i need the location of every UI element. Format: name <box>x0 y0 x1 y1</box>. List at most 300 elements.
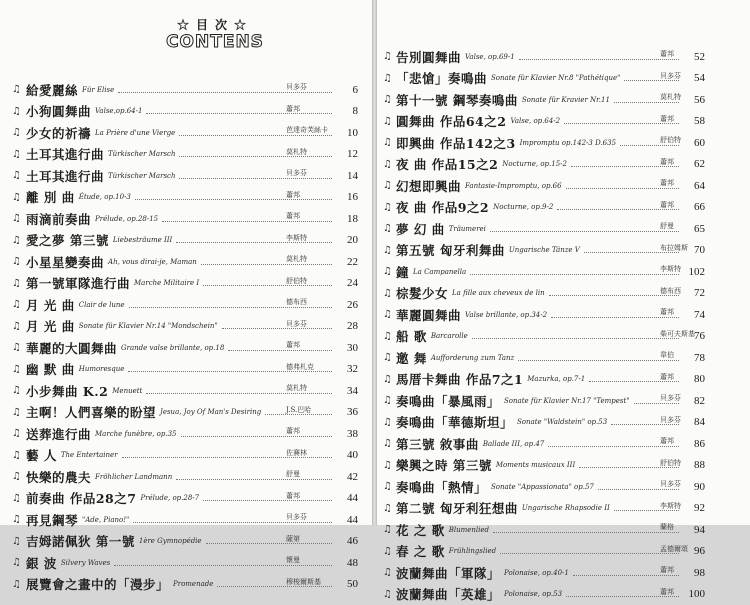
entry-page-number: 34 <box>336 385 358 397</box>
entry-title: 第五號 匈牙利舞曲 <box>396 241 505 259</box>
entry-composer: 貝多芬 <box>286 168 307 178</box>
entry-title: 船 歌 <box>396 327 427 345</box>
entry-page-number: 16 <box>336 191 358 203</box>
entry-title: 奏鳴曲「華德斯坦」 <box>396 413 513 431</box>
entry-subtitle: La Prière d'une Vierge <box>95 129 175 137</box>
music-note-icon: ♫ <box>12 579 26 590</box>
music-note-icon: ♫ <box>383 73 396 84</box>
toc-entry[interactable] <box>0 79 372 101</box>
entry-page-number: 74 <box>683 309 705 321</box>
entry-composer: 蕭邦 <box>286 426 300 436</box>
music-note-icon: ♫ <box>383 524 396 535</box>
entry-page-number: 38 <box>336 428 358 440</box>
entry-page-number: 18 <box>336 213 358 225</box>
toc-entry[interactable] <box>377 46 750 68</box>
entry-subtitle: Ungarische Rhapsodie II <box>522 504 610 512</box>
music-note-icon: ♫ <box>383 503 396 514</box>
toc-entry[interactable] <box>377 390 750 412</box>
toc-entry[interactable] <box>377 562 750 584</box>
entry-title: 快樂的農夫 <box>26 468 91 486</box>
entry-subtitle: Nocturne, op.15-2 <box>502 160 567 168</box>
entry-subtitle: Barcarolle <box>431 332 468 340</box>
music-note-icon: ♫ <box>12 192 26 203</box>
entry-composer: 舒伯特 <box>286 276 307 286</box>
toc-entry[interactable] <box>0 337 372 359</box>
entry-subtitle: Türkischer Marsch <box>108 172 175 180</box>
entry-page-number: 65 <box>683 223 705 235</box>
entry-page-number: 10 <box>336 127 358 139</box>
entry-title: 春 之 歌 <box>396 542 445 560</box>
entry-title: 夜 曲 作品15之2 <box>396 155 498 173</box>
entry-page-number: 78 <box>683 352 705 364</box>
dot-leader <box>181 435 333 437</box>
music-note-icon: ♫ <box>383 245 396 256</box>
entry-title: 馬厝卡舞曲 作品7之1 <box>396 370 523 388</box>
entry-subtitle: The Entertainer <box>61 451 118 459</box>
entry-subtitle: Liebesträume III <box>113 236 172 244</box>
entry-subtitle: Valse,op.64-1 <box>95 107 142 115</box>
entry-subtitle: Marche Militaire I <box>134 279 199 287</box>
toc-entry[interactable] <box>377 412 750 434</box>
music-note-icon: ♫ <box>383 223 396 234</box>
entry-subtitle: Mazurka, op.7-1 <box>527 375 585 383</box>
toc-entry[interactable] <box>0 574 372 596</box>
music-note-icon: ♫ <box>12 127 26 138</box>
toc-entry[interactable] <box>377 347 750 369</box>
music-note-icon: ♫ <box>383 180 396 191</box>
entry-composer: 舒伯特 <box>660 458 681 468</box>
toc-entry[interactable] <box>377 326 750 348</box>
entry-title: 離 別 曲 <box>26 188 75 206</box>
dot-leader <box>470 273 679 275</box>
entry-composer: 薩第 <box>286 534 300 544</box>
entry-page-number: 26 <box>336 299 358 311</box>
music-note-icon: ♫ <box>383 309 396 320</box>
entry-composer: 德布西 <box>660 286 681 296</box>
entry-title: 華麗圓舞曲 <box>396 306 461 324</box>
entry-page-number: 86 <box>683 438 705 450</box>
toc-entry[interactable] <box>377 111 750 133</box>
entry-title: 少女的祈禱 <box>26 124 91 142</box>
entry-composer: 懷曼 <box>286 555 300 565</box>
entry-composer: 莫札特 <box>286 147 307 157</box>
music-note-icon: ♫ <box>383 395 396 406</box>
entry-composer: 德弗札克 <box>286 362 314 372</box>
entry-subtitle: La Campanella <box>413 268 466 276</box>
dot-leader <box>493 531 679 533</box>
entry-page-number: 28 <box>336 320 358 332</box>
toc-entry[interactable] <box>377 283 750 305</box>
entry-title: 鐘 <box>396 263 409 281</box>
music-note-icon: ♫ <box>12 170 26 181</box>
music-note-icon: ♫ <box>383 546 396 557</box>
entry-page-number: 8 <box>336 105 358 117</box>
entry-composer: 蕭邦 <box>660 587 674 597</box>
entry-page-number: 24 <box>336 277 358 289</box>
entry-page-number: 82 <box>683 395 705 407</box>
entry-page-number: 90 <box>683 481 705 493</box>
entry-composer: 貝多芬 <box>286 512 307 522</box>
entry-composer: 莫札特 <box>286 254 307 264</box>
left-entry-list <box>0 79 372 595</box>
entry-subtitle: Nocturne, op.9-2 <box>493 203 553 211</box>
music-note-icon: ♫ <box>12 493 26 504</box>
entry-title: 告別圓舞曲 <box>396 48 461 66</box>
entry-title: 土耳其進行曲 <box>26 145 104 163</box>
entry-page-number: 98 <box>683 567 705 579</box>
toc-entry[interactable] <box>0 402 372 424</box>
entry-page-number: 64 <box>683 180 705 192</box>
music-note-icon: ♫ <box>383 288 396 299</box>
music-note-icon: ♫ <box>12 235 26 246</box>
entry-composer: 蕭邦 <box>660 565 674 575</box>
entry-composer: 貝多芬 <box>660 71 681 81</box>
entry-title: 第三號 敘事曲 <box>396 435 479 453</box>
entry-page-number: 88 <box>683 459 705 471</box>
toc-header <box>155 18 275 52</box>
entry-composer: 蘭格 <box>660 522 674 532</box>
entry-page-number: 48 <box>336 557 358 569</box>
dot-leader <box>203 284 332 286</box>
entry-page-number: 50 <box>336 578 358 590</box>
entry-page-number: 72 <box>683 287 705 299</box>
entry-composer: 李斯特 <box>660 264 681 274</box>
music-note-icon: ♫ <box>383 417 396 428</box>
left-page <box>0 0 372 525</box>
entry-subtitle: Valse brillante, op.34-2 <box>465 311 547 319</box>
entry-title: 圓舞曲 作品64之2 <box>396 112 506 130</box>
dot-leader <box>519 58 679 60</box>
entry-subtitle: Sonate "Appassionata" op.57 <box>491 483 594 491</box>
dot-leader <box>201 263 332 265</box>
entry-title: 銀 波 <box>26 554 57 572</box>
entry-title: 樂興之時 第三號 <box>396 456 492 474</box>
entry-composer: 芭達奇芙絲卡 <box>286 125 328 135</box>
toc-entry[interactable] <box>377 218 750 240</box>
entry-page-number: 44 <box>336 514 358 526</box>
entry-composer: 德布西 <box>286 297 307 307</box>
entry-subtitle: Humoresque <box>79 365 125 373</box>
entry-subtitle: 1ère Gymnopédie <box>139 537 202 545</box>
dot-leader <box>176 241 332 243</box>
music-note-icon: ♫ <box>12 471 26 482</box>
toc-entry[interactable] <box>377 304 750 326</box>
entry-composer: 韋伯 <box>660 350 674 360</box>
entry-page-number: 52 <box>683 51 705 63</box>
entry-title: 給愛麗絲 <box>26 81 78 99</box>
dot-leader <box>228 349 332 351</box>
entry-title: 愛之夢 第三號 <box>26 231 109 249</box>
star-icon: ☆ <box>234 18 253 32</box>
music-note-icon: ♫ <box>12 364 26 375</box>
entry-subtitle: Blumenlied <box>449 526 489 534</box>
entry-subtitle: Sonate für Kravier Nr.11 <box>522 96 610 104</box>
entry-subtitle: Menuett <box>112 387 142 395</box>
dot-leader <box>146 112 332 114</box>
star-icon: ☆ <box>177 18 196 32</box>
entry-title: 花 之 歌 <box>396 521 445 539</box>
toc-entry[interactable] <box>0 445 372 467</box>
music-note-icon: ♫ <box>383 51 396 62</box>
entry-title: 吉姆諾佩狄 第一號 <box>26 532 135 550</box>
music-note-icon: ♫ <box>12 213 26 224</box>
music-note-icon: ♫ <box>12 536 26 547</box>
music-note-icon: ♫ <box>383 589 396 600</box>
entry-page-number: 84 <box>683 416 705 428</box>
toc-entry[interactable] <box>0 273 372 295</box>
entry-composer: 蕭邦 <box>286 340 300 350</box>
toc-entry[interactable] <box>0 316 372 338</box>
entry-subtitle: Moments musicaux III <box>496 461 575 469</box>
toc-title-english: CONTENS <box>155 32 275 52</box>
music-note-icon: ♫ <box>12 385 26 396</box>
entry-composer: 貝多芬 <box>660 479 681 489</box>
entry-page-number: 66 <box>683 201 705 213</box>
entry-page-number: 60 <box>683 137 705 149</box>
music-note-icon: ♫ <box>12 321 26 332</box>
dot-leader <box>490 230 679 232</box>
entry-title: 藝 人 <box>26 446 57 464</box>
entry-page-number: 100 <box>683 588 705 600</box>
entry-page-number: 58 <box>683 115 705 127</box>
toc-entry[interactable] <box>377 476 750 498</box>
entry-page-number: 102 <box>683 266 705 278</box>
toc-entry[interactable] <box>0 101 372 123</box>
entry-subtitle: Sonate für Klavier Nr.8 "Pathétique" <box>491 74 620 82</box>
entry-composer: 貝多芬 <box>286 319 307 329</box>
music-note-icon: ♫ <box>383 116 396 127</box>
entry-title: 前奏曲 作品28之7 <box>26 489 136 507</box>
entry-subtitle: Träumerei <box>449 225 486 233</box>
music-note-icon: ♫ <box>12 514 26 525</box>
entry-title: 幻想即興曲 <box>396 177 461 195</box>
toc-entry[interactable] <box>0 552 372 574</box>
music-note-icon: ♫ <box>12 407 26 418</box>
toc-entry[interactable] <box>0 359 372 381</box>
entry-title: 第一號軍隊進行曲 <box>26 274 130 292</box>
toc-entry[interactable] <box>377 584 750 605</box>
entry-composer: 蕭邦 <box>286 491 300 501</box>
entry-page-number: 92 <box>683 502 705 514</box>
toc-entry[interactable] <box>0 251 372 273</box>
music-note-icon: ♫ <box>383 567 396 578</box>
toc-entry[interactable] <box>0 294 372 316</box>
toc-entry[interactable] <box>0 187 372 209</box>
toc-entry[interactable] <box>377 132 750 154</box>
entry-page-number: 14 <box>336 170 358 182</box>
entry-subtitle: Grande valse brillante, op.18 <box>121 344 224 352</box>
entry-subtitle: Étude, op.10-3 <box>79 193 131 201</box>
entry-page-number: 70 <box>683 244 705 256</box>
entry-page-number: 6 <box>336 84 358 96</box>
entry-composer: 莫札特 <box>286 383 307 393</box>
toc-entry[interactable] <box>377 68 750 90</box>
toc-title-chinese: 目次 <box>196 18 234 32</box>
entry-page-number: 76 <box>683 330 705 342</box>
entry-subtitle: Marche funèbre, op.35 <box>95 430 176 438</box>
entry-subtitle: Ballade III, op.47 <box>483 440 544 448</box>
dot-leader <box>176 478 332 480</box>
entry-subtitle: Für Elise <box>82 86 114 94</box>
music-note-icon: ♫ <box>383 460 396 471</box>
music-note-icon: ♫ <box>12 278 26 289</box>
music-note-icon: ♫ <box>12 450 26 461</box>
entry-subtitle: Clair de lune <box>79 301 125 309</box>
entry-subtitle: Polonaise, op.53 <box>504 590 562 598</box>
entry-subtitle: Jesua, Joy Of Man's Desiring <box>160 408 261 416</box>
entry-composer: 李斯特 <box>660 501 681 511</box>
music-note-icon: ♫ <box>383 374 396 385</box>
toc-entry[interactable] <box>377 369 750 391</box>
entry-title: 奏鳴曲「暴風雨」 <box>396 392 500 410</box>
toc-entry[interactable] <box>0 230 372 252</box>
music-note-icon: ♫ <box>12 557 26 568</box>
entry-title: 土耳其進行曲 <box>26 167 104 185</box>
entry-title: 棕髮少女 <box>396 284 448 302</box>
entry-subtitle: Sonate "Waldstein" op.53 <box>517 418 607 426</box>
entry-composer: J.S.巴哈 <box>286 405 311 415</box>
entry-title: 小狗圓舞曲 <box>26 102 91 120</box>
toc-entry[interactable] <box>0 531 372 553</box>
entry-page-number: 46 <box>336 535 358 547</box>
entry-title: 月 光 曲 <box>26 296 75 314</box>
entry-title: 幽 默 曲 <box>26 360 75 378</box>
dot-leader <box>135 198 332 200</box>
entry-subtitle: Prélude, op.28-7 <box>140 494 199 502</box>
toc-entry[interactable] <box>377 541 750 563</box>
entry-title: 「悲愴」奏鳴曲 <box>396 69 487 87</box>
entry-title: 邀 舞 <box>396 349 427 367</box>
entry-composer: 蕭邦 <box>660 157 674 167</box>
entry-composer: 貝多芬 <box>286 82 307 92</box>
toc-entry[interactable] <box>377 498 750 520</box>
toc-entry[interactable] <box>377 197 750 219</box>
entry-subtitle: La fille aux cheveux de lin <box>452 289 545 297</box>
entry-title: 即興曲 作品142之3 <box>396 134 516 152</box>
toc-entry[interactable] <box>377 240 750 262</box>
toc-entry[interactable] <box>377 261 750 283</box>
entry-title: 小步舞曲 K.2 <box>26 382 108 400</box>
entry-subtitle: Aufforderung zum Tanz <box>431 354 514 362</box>
entry-composer: 蕭邦 <box>286 211 300 221</box>
entry-composer: 貝多芬 <box>660 415 681 425</box>
toc-entry[interactable] <box>0 208 372 230</box>
entry-composer: 佐賽林 <box>286 448 307 458</box>
entry-title: 雨滴前奏曲 <box>26 210 91 228</box>
toc-entry[interactable] <box>377 89 750 111</box>
entry-page-number: 80 <box>683 373 705 385</box>
entry-title: 再見鋼琴 <box>26 511 78 529</box>
entry-page-number: 54 <box>683 72 705 84</box>
entry-title: 主啊！人們喜樂的盼望 <box>26 403 156 421</box>
right-entry-list <box>377 46 750 605</box>
entry-page-number: 40 <box>336 449 358 461</box>
toc-entry[interactable] <box>0 423 372 445</box>
entry-composer: 穆梭爾斯基 <box>286 577 321 587</box>
entry-title: 夜 曲 作品9之2 <box>396 198 489 216</box>
toc-entry[interactable] <box>0 380 372 402</box>
entry-composer: 蕭邦 <box>660 372 674 382</box>
music-note-icon: ♫ <box>383 438 396 449</box>
toc-entry[interactable] <box>0 509 372 531</box>
toc-entry[interactable] <box>377 455 750 477</box>
toc-entry[interactable] <box>0 165 372 187</box>
entry-composer: 柴可夫斯基 <box>660 329 695 339</box>
entry-subtitle: Fröhlicher Landmann <box>95 473 172 481</box>
entry-title: 夢 幻 曲 <box>396 220 445 238</box>
entry-composer: 蕭邦 <box>286 190 300 200</box>
toc-entry[interactable] <box>0 122 372 144</box>
entry-subtitle: Prélude, op.28-15 <box>95 215 158 223</box>
entry-composer: 莫札特 <box>660 92 681 102</box>
toc-entry[interactable] <box>377 519 750 541</box>
entry-page-number: 20 <box>336 234 358 246</box>
entry-page-number: 94 <box>683 524 705 536</box>
entry-subtitle: Valse, op.64-2 <box>510 117 560 125</box>
entry-composer: 蕭邦 <box>660 307 674 317</box>
entry-title: 第二號 匈牙利狂想曲 <box>396 499 518 517</box>
entry-subtitle: Ungarische Tänze V <box>509 246 580 254</box>
music-note-icon: ♫ <box>12 256 26 267</box>
entry-composer: 蕭邦 <box>660 200 674 210</box>
entry-title: 奏鳴曲「熱情」 <box>396 478 487 496</box>
music-note-icon: ♫ <box>12 149 26 160</box>
music-note-icon: ♫ <box>383 159 396 170</box>
music-note-icon: ♫ <box>383 352 396 363</box>
entry-title: 波蘭舞曲「軍隊」 <box>396 564 500 582</box>
music-note-icon: ♫ <box>12 342 26 353</box>
music-note-icon: ♫ <box>383 94 396 105</box>
entry-page-number: 44 <box>336 492 358 504</box>
entry-page-number: 36 <box>336 406 358 418</box>
entry-subtitle: Silvery Waves <box>61 559 110 567</box>
music-note-icon: ♫ <box>12 106 26 117</box>
toc-entry[interactable] <box>0 144 372 166</box>
music-note-icon: ♫ <box>383 331 396 342</box>
entry-composer: 舒曼 <box>660 221 674 231</box>
entry-subtitle: Sonate für Klavier Nr.14 "Mondschein" <box>79 322 218 330</box>
entry-composer: 蕭邦 <box>660 178 674 188</box>
music-note-icon: ♫ <box>12 299 26 310</box>
toc-entry[interactable] <box>377 433 750 455</box>
entry-title: 送葬進行曲 <box>26 425 91 443</box>
toc-entry[interactable] <box>0 488 372 510</box>
entry-subtitle: Valse, op.69-1 <box>465 53 515 61</box>
entry-subtitle: Promenade <box>173 580 213 588</box>
toc-entry[interactable] <box>377 175 750 197</box>
entry-title: 華麗的大圓舞曲 <box>26 339 117 357</box>
dot-leader <box>162 220 332 222</box>
dot-leader <box>203 499 332 501</box>
entry-page-number: 96 <box>683 545 705 557</box>
entry-page-number: 62 <box>683 158 705 170</box>
entry-composer: 貝多芬 <box>660 393 681 403</box>
entry-composer: 蕭邦 <box>660 436 674 446</box>
entry-subtitle: Fantasie-Impromptu, op.66 <box>465 182 562 190</box>
dot-leader <box>500 552 679 554</box>
entry-title: 月 光 曲 <box>26 317 75 335</box>
entry-subtitle: "Ade, Piano!" <box>82 516 129 524</box>
toc-entry[interactable] <box>377 154 750 176</box>
toc-entry[interactable] <box>0 466 372 488</box>
entry-page-number: 30 <box>336 342 358 354</box>
music-note-icon: ♫ <box>383 137 396 148</box>
entry-composer: 李斯特 <box>286 233 307 243</box>
entry-page-number: 22 <box>336 256 358 268</box>
entry-page-number: 56 <box>683 94 705 106</box>
dot-leader <box>206 542 332 544</box>
entry-subtitle: Ah, vous dirai-je, Maman <box>108 258 197 266</box>
